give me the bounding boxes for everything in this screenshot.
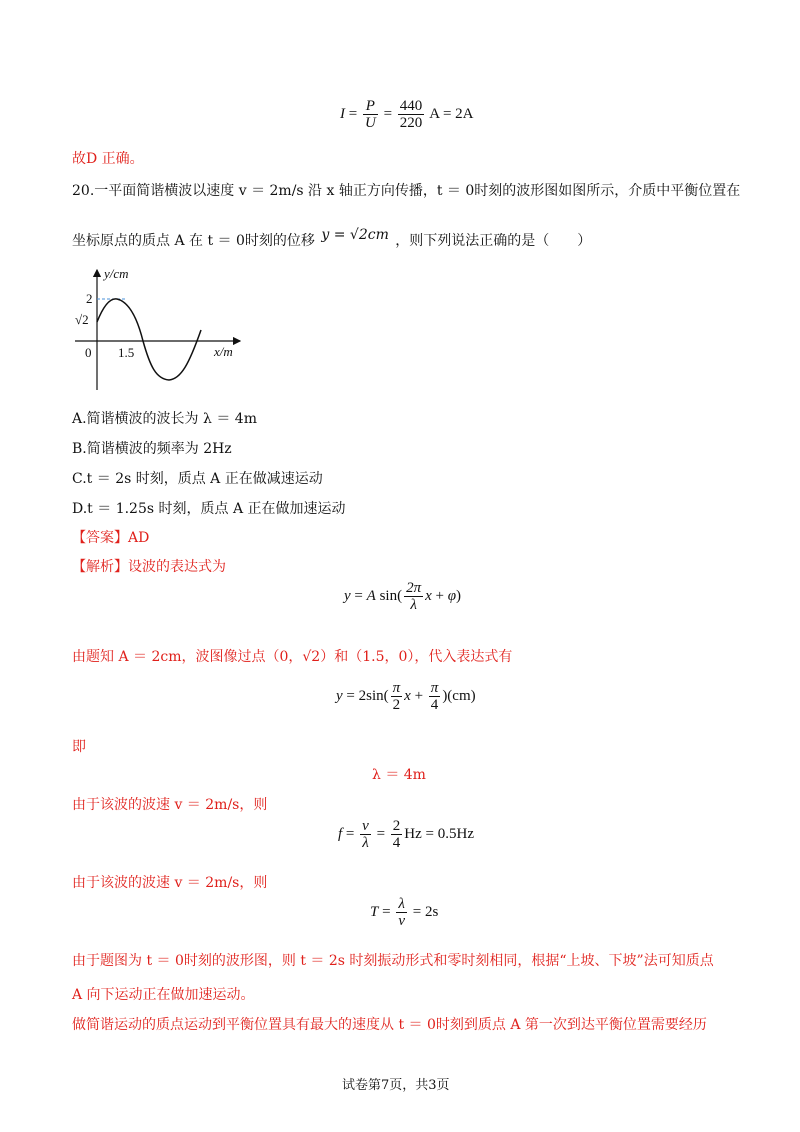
fraction-p-over-u [363,98,378,131]
fraction-440-over-220 [398,98,425,131]
eq-result: A = 2A [429,105,474,122]
analysis-paragraph-1-line-1: 由于题图为 t ＝ 0时刻的波形图，则 t ＝ 2s 时刻振动形式和零时刻相同，根据“上坡、下坡”法可知质点 [72,953,714,969]
analysis-ji: 即 [72,739,86,755]
fraction-2-over-4: $\frac{2}{4}$ [392,818,401,851]
analysis-paragraph-2-line-1: 做简谐运动的质点运动到平衡位置具有最大的速度从 t ＝ 0时刻到质点 A 第一次到达平衡位置需要经历 [72,1017,707,1033]
option-a: A.简谐横波的波长为 λ ＝ 4m [72,411,257,427]
equation-frequency: f = $\frac{v}{\lambda}$ = $\frac{2}{4}$ Hz = 0.5Hz [338,818,474,851]
x-axis-label: x/m [214,344,233,359]
equation-wave-general: y = A sin( $\frac{2\pi}{\lambda}$ x + φ) [344,580,462,613]
fraction-denominator: 220 [399,115,423,131]
question-line-1: 20.一平面简谐横波以速度 v ＝ 2m/s 沿 x 轴正方向传播，t ＝ 0时刻的波形图如图所示，介质中平衡位置在 [72,183,741,199]
wave-curve [97,299,201,380]
equation-wave-specific: y = 2sin( $\frac{\pi}{2}$ x + $\frac{\pi}{4}$ )(cm) [336,680,476,713]
analysis-heading: 【解析】设波的表达式为 [72,559,226,575]
fraction-pi-over-4: $\frac{\pi}{4}$ [430,680,439,713]
y-axis-label: y/cm [104,266,129,281]
analysis-given-line [72,646,512,666]
wave-speed-line-2: 由于该波的波速 v ＝ 2m/s，则 [72,875,268,891]
question-line-2 [72,227,592,250]
origin-label: 0 [85,345,92,360]
analysis-paragraph-1-line-2: A 向下运动正在做加速运动。 [72,987,255,1003]
option-c: C.t ＝ 2s 时刻，质点 A 正在做减速运动 [72,471,323,487]
equation-period: T = $\frac{\lambda}{v}$ = 2s [370,896,439,929]
fraction-pi-over-2: $\frac{\pi}{2}$ [392,680,401,713]
fraction-numerator: 440 [399,98,423,114]
question-text-a: 坐标原点的质点 A 在 t ＝ 0时刻的位移 [72,233,315,249]
fraction-numerator: P [363,98,378,115]
fraction-2pi-over-lambda: $\frac{2\pi}{\lambda}$ [406,580,422,613]
option-b: B.简谐横波的频率为 2Hz [72,441,232,457]
fraction-denominator: U [364,115,376,131]
wave-speed-line-1: 由于该波的波速 v ＝ 2m/s，则 [72,797,268,813]
question-text-b: ，则下列说法正确的是（ ） [395,233,592,249]
option-d: D.t ＝ 1.25s 时刻，质点 A 正在做加速运动 [72,501,346,517]
eq-symbol-i: I [340,105,345,122]
fraction-lambda-over-v: $\frac{\lambda}{v}$ [398,896,405,929]
lambda-result: λ ＝ 4m [372,767,426,783]
tick-label-sqrt2: √2 [75,312,89,327]
fraction-v-over-lambda: $\frac{v}{\lambda}$ [362,818,369,851]
wave-graph [70,266,250,396]
answer-line: 【答案】AD [72,530,150,546]
page-footer: 试卷第7页，共3页 [342,1078,450,1093]
equation-current: I = $\frac{P}{U}$ = $\frac{440}{220}$ A = 2A [340,98,474,131]
tick-label-1-5: 1.5 [118,345,135,360]
tick-label-2: 2 [86,291,93,306]
question-math-displacement: y = √2cm [321,227,389,243]
conclusion-d: 故D 正确。 [72,151,144,167]
analysis-given-text: 由题知 A ＝ 2cm，波图像过点（0，√2）和（1.5，0），代入表达式有 [72,649,513,665]
